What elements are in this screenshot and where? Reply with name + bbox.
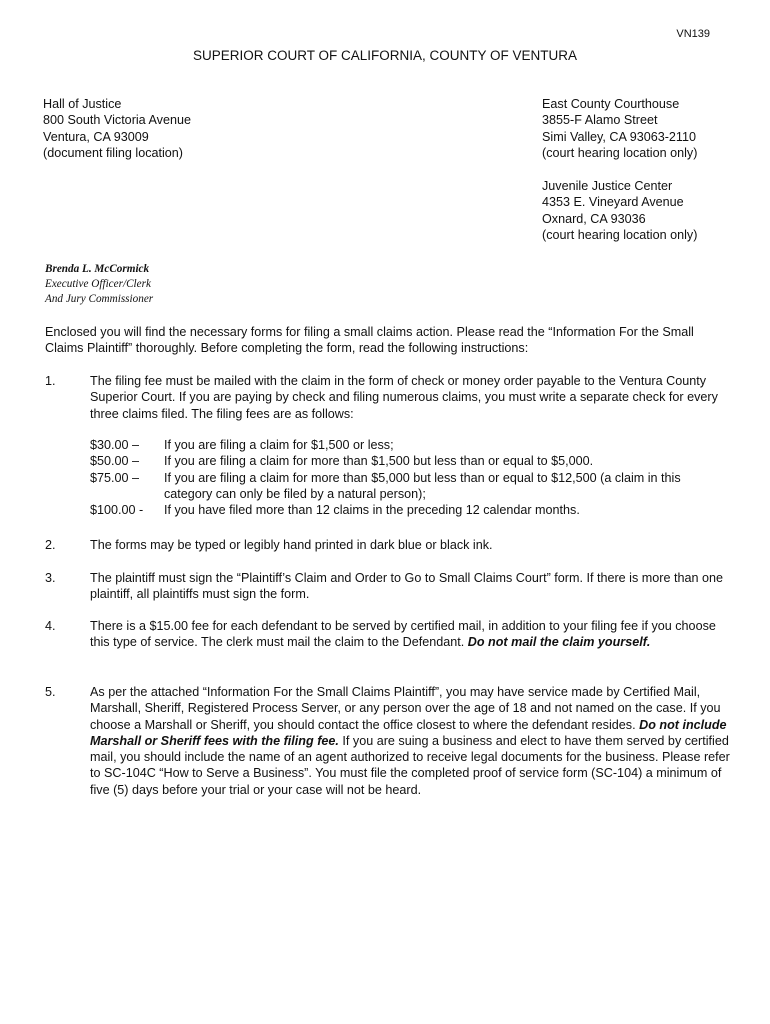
item-number: 2. bbox=[45, 538, 56, 552]
item-number: 5. bbox=[45, 685, 56, 699]
address-east-county bbox=[542, 96, 697, 162]
fee-row bbox=[90, 470, 730, 503]
officer-name: Brenda L. McCormick bbox=[45, 263, 150, 275]
court-title: SUPERIOR COURT OF CALIFORNIA, COUNTY OF VENTURA bbox=[192, 48, 578, 63]
address-line: 4353 E. Vineyard Avenue bbox=[542, 195, 684, 210]
item-number: 1. bbox=[45, 374, 56, 388]
intro-paragraph: Enclosed you will find the necessary forms for filing a small claims action. Please read the “Information For the Small Claims Plaintiff” thoroughly. Before completing the form, read the following instructions: bbox=[45, 325, 694, 356]
fee-amount: $50.00 – bbox=[90, 454, 140, 469]
item-number: 3. bbox=[45, 571, 56, 585]
address-line: 800 South Victoria Avenue bbox=[43, 113, 191, 128]
officer-title: And Jury Commissioner bbox=[45, 293, 154, 305]
address-note: (document filing location) bbox=[43, 146, 184, 161]
fee-row bbox=[90, 502, 730, 518]
address-note: (court hearing location only) bbox=[542, 146, 698, 161]
fee-amount: $100.00 - bbox=[90, 503, 144, 518]
officer-title: Executive Officer/Clerk bbox=[45, 278, 151, 290]
fee-row bbox=[90, 437, 730, 453]
fee-amount: $30.00 – bbox=[90, 438, 140, 452]
item-text: The plaintiff must sign the “Plaintiff’s Claim and Order to Go to Small Claims Court” form. If there is more than one plaintiff, all plaintiffs must sign the form. bbox=[90, 571, 723, 602]
item-number: 4. bbox=[45, 619, 56, 633]
address-note: (court hearing location only) bbox=[542, 228, 698, 243]
fee-table bbox=[90, 437, 730, 518]
item-emphasis: Do not include Marshall or Sheriff fees with the filing fee. bbox=[90, 717, 727, 748]
address-line: Juvenile Justice Center bbox=[542, 179, 673, 193]
address-juvenile-center bbox=[542, 178, 697, 244]
item-text bbox=[90, 618, 730, 651]
item-text: The filing fee must be mailed with the claim in the form of check or money order payable to the Ventura County Superior Court. If you are paying by check and filing numerous claims, you must write a separate check for every three claims filed. The filing fees are as follows: bbox=[90, 374, 718, 421]
item-text bbox=[90, 684, 730, 798]
fee-description: If you are filing a claim for more than $1,500 but less than or equal to $5,000. bbox=[164, 454, 594, 469]
item-text-plain: There is a $15.00 fee for each defendant to be served by certified mail, in addition to your filing fee if you choose this type of service. The clerk must mail the claim to the Defendant. bbox=[90, 619, 716, 650]
fee-amount: $75.00 – bbox=[90, 470, 140, 485]
item-text-plain: As per the attached “Information For the Small Claims Plaintiff”, you may have service made by Certified Mail, Marshall, Sheriff, Registered Process Server, or any person over the age of 18 and not named on the case. If you choose a Marshall or Sheriff, you should contact the office closest to where the defendant resides. bbox=[90, 685, 721, 732]
fee-description: If you are filing a claim for more than $5,000 but less than or equal to $12,500 (a claim in this category can only be filed by a natural person); bbox=[164, 470, 681, 501]
fee-row bbox=[90, 453, 730, 469]
form-id: VN139 bbox=[676, 28, 710, 40]
address-hall-of-justice bbox=[43, 96, 191, 162]
address-line: Oxnard, CA 93036 bbox=[542, 211, 646, 226]
item-emphasis: Do not mail the claim yourself. bbox=[467, 635, 651, 650]
address-line: Simi Valley, CA 93063-2110 bbox=[542, 129, 697, 144]
address-line: East County Courthouse bbox=[542, 97, 680, 111]
officer-block bbox=[45, 262, 153, 307]
item-text: The forms may be typed or legibly hand printed in dark blue or black ink. bbox=[90, 538, 493, 552]
item-text-plain: If you are suing a business and elect to have them served by certified mail, you should include the name of an agent authorized to receive legal documents for the business. Please refer to SC-104C “How to Serve a Business”. You must file the completed proof of service form (SC-104) a minimum of five (5) days before your trial or your case will not be heard. bbox=[90, 733, 730, 797]
fee-description: If you are filing a claim for $1,500 or less; bbox=[164, 438, 394, 452]
address-line: 3855-F Alamo Street bbox=[542, 113, 658, 128]
address-line: Ventura, CA 93009 bbox=[43, 129, 149, 144]
address-line: Hall of Justice bbox=[43, 97, 122, 111]
fee-description: If you have filed more than 12 claims in the preceding 12 calendar months. bbox=[164, 503, 580, 518]
